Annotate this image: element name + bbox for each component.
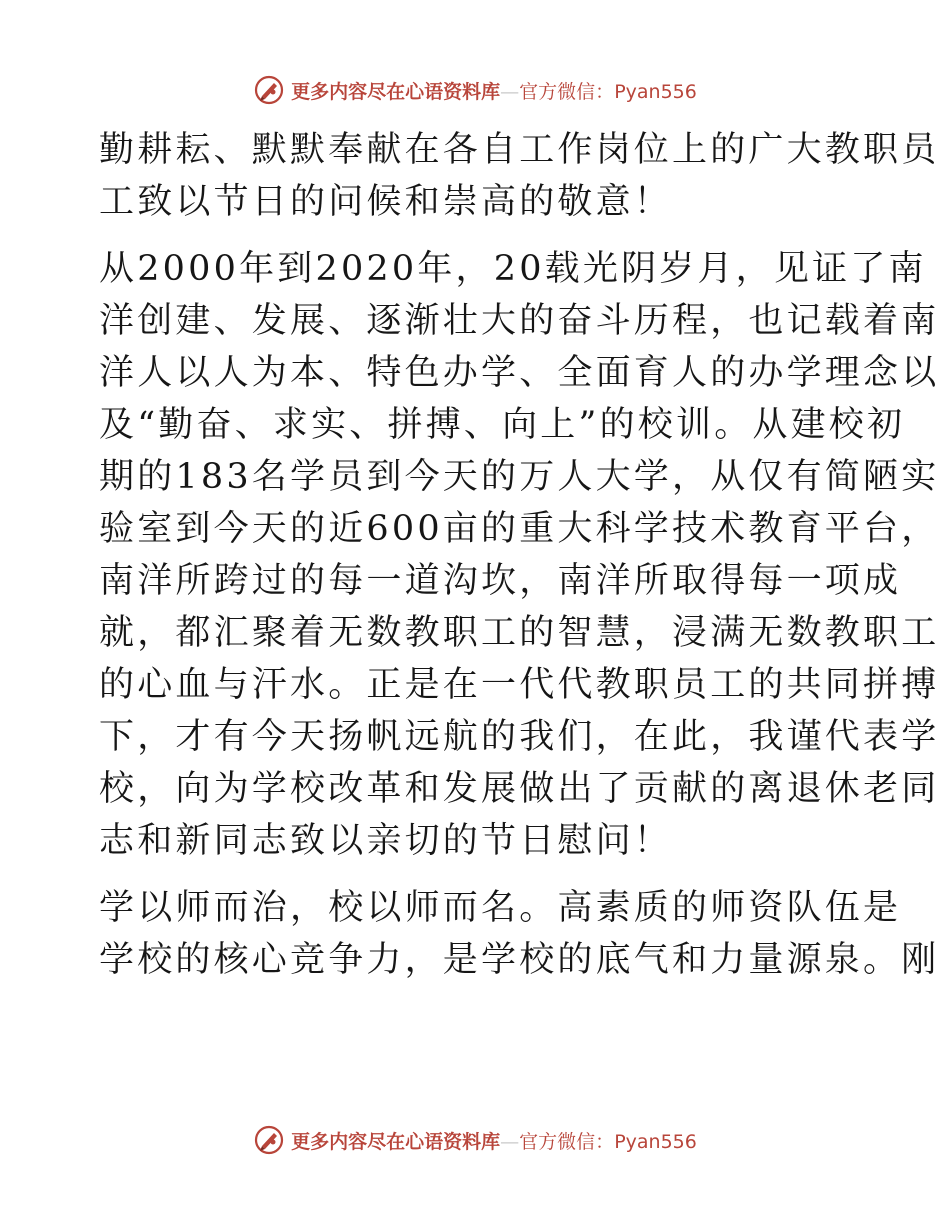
pen-logo-icon bbox=[253, 1124, 285, 1156]
text-line: 工致以节日的问候和崇高的敬意！ bbox=[99, 182, 673, 222]
watermark-wechat-id: Pyan556 bbox=[614, 80, 697, 103]
text-line: 及“勤奋、求实、拼搏、向上”的校训。从建校初 bbox=[99, 405, 906, 445]
text-line: 校，向为学校改革和发展做出了贡献的离退休老同 bbox=[99, 769, 940, 809]
pen-logo-icon bbox=[253, 74, 285, 106]
watermark-text bbox=[291, 1127, 697, 1154]
watermark-wechat-id: Pyan556 bbox=[614, 1130, 697, 1153]
text-line: 勤耕耘、默默奉献在各自工作岗位上的广大教职员 bbox=[99, 130, 940, 170]
text-line: 学以师而治，校以师而名。高素质的师资队伍是 bbox=[99, 888, 902, 928]
paragraph bbox=[99, 124, 940, 228]
text-line: 的心血与汗水。正是在一代代教职员工的共同拼搏 bbox=[99, 665, 940, 705]
watermark-text bbox=[291, 77, 697, 104]
paragraph bbox=[99, 882, 940, 986]
watermark-main: 更多内容尽在心语资料库 bbox=[291, 80, 501, 103]
text-line: 南洋所跨过的每一道沟坎，南洋所取得每一项成 bbox=[99, 561, 902, 601]
watermark-main: 更多内容尽在心语资料库 bbox=[291, 1130, 501, 1153]
text-line: 志和新同志致以亲切的节日慰问！ bbox=[99, 821, 673, 861]
paragraph bbox=[99, 243, 940, 867]
watermark-separator: — bbox=[500, 1130, 520, 1153]
text-line: 学校的核心竞争力，是学校的底气和力量源泉。刚 bbox=[99, 940, 940, 980]
document-body bbox=[99, 124, 940, 986]
watermark-official: 官方微信： bbox=[519, 1130, 615, 1153]
text-line: 期的183名学员到今天的万人大学，从仅有简陋实 bbox=[99, 457, 940, 497]
text-line: 就，都汇聚着无数教职工的智慧，浸满无数教职工 bbox=[99, 613, 940, 653]
text-line: 下，才有今天扬帆远航的我们，在此，我谨代表学 bbox=[99, 717, 940, 757]
watermark-separator: — bbox=[500, 80, 520, 103]
text-line: 洋人以人为本、特色办学、全面育人的办学理念以 bbox=[99, 353, 940, 393]
text-line: 从2000年到2020年，20载光阴岁月，见证了南 bbox=[99, 249, 927, 289]
text-line: 验室到今天的近600亩的重大科学技术教育平台， bbox=[99, 509, 940, 549]
footer-watermark bbox=[0, 1120, 950, 1160]
watermark-official: 官方微信： bbox=[519, 80, 615, 103]
text-line: 洋创建、发展、逐渐壮大的奋斗历程，也记载着南 bbox=[99, 301, 940, 341]
header-watermark bbox=[0, 70, 950, 110]
